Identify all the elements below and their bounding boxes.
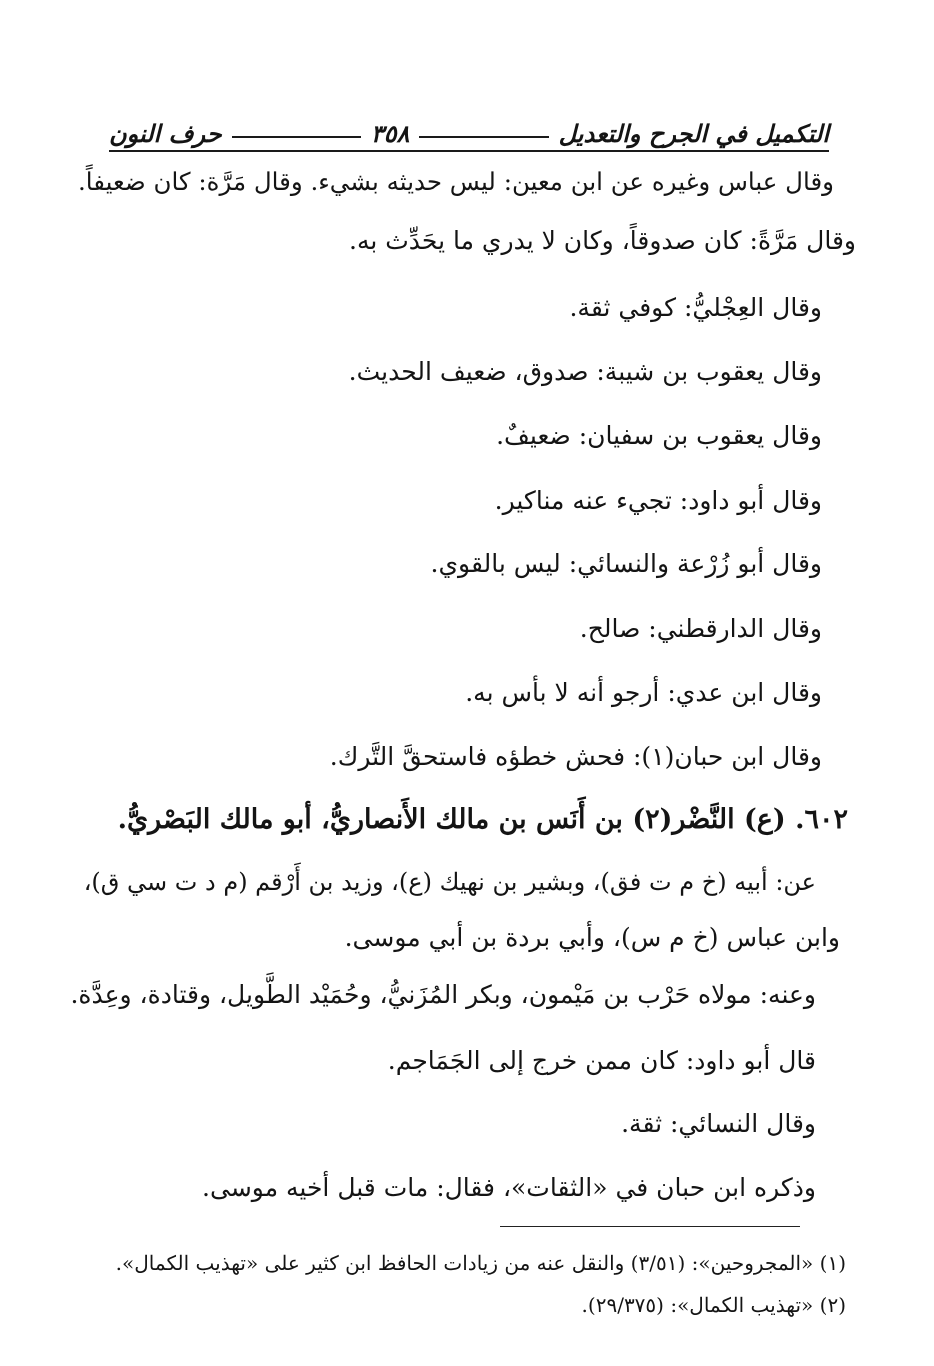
header-book-title: التكميل في الجرح والتعديل <box>558 119 829 148</box>
text-line-7: وقال أبو زُرْعة والنسائي: ليس بالقوي. <box>430 549 822 578</box>
text-line-1: وقال عباس وغيره عن ابن معين: ليس حديثه بشيء. وقال مَرَّة: كان ضعيفاً. <box>78 167 834 196</box>
entry-line-2: وابن عباس (خ م س)، وأبي بردة بن أبي موسى. <box>344 923 840 952</box>
header-dash-right <box>419 136 548 138</box>
entry-line-6: وذكره ابن حبان في «الثقات»، فقال: مات قبل أخيه موسى. <box>202 1173 816 1202</box>
entry-line-3: وعنه: مولاه حَرْب بن مَيْمون، وبكر المُزَنيُّ، وحُمَيْد الطَّويل، وقتادة، وعِدَّة. <box>70 980 816 1009</box>
footnote-1: (١) «المجروحين»: (٣/٥١) والنقل عنه من زيادات الحافظ ابن كثير على «تهذيب الكمال». <box>115 1251 846 1275</box>
entry-heading <box>118 802 848 838</box>
text-line-4: وقال يعقوب بن شيبة: صدوق، ضعيف الحديث. <box>348 357 822 386</box>
entry-title: (ع) النَّضْر(٢) بن أَنَس بن مالك الأَنصاريُّ، أبو مالك البَصْريُّ. <box>117 804 786 835</box>
text-line-9: وقال ابن عدي: أرجو أنه لا بأس به. <box>465 678 822 707</box>
footnote-2: (٢) «تهذيب الكمال»: (٢٩/٣٧٥). <box>581 1293 846 1317</box>
text-line-2: وقال مَرَّةً: كان صدوقاً، وكان لا يدري ما يحَدِّث به. <box>349 226 856 255</box>
text-line-3: وقال العِجْليُّ: كوفي ثقة. <box>569 293 822 322</box>
text-line-10: وقال ابن حبان(١): فحش خطؤه فاستحقَّ التَّرك. <box>329 742 822 771</box>
entry-line-1: عن: أبيه (خ م ت فق)، وبشير بن نهيك (ع)، وزيد بن أَرْقم (م د ت سي ق)، <box>83 868 816 896</box>
header-page-number: ٣٥٨ <box>370 119 410 148</box>
entry-number: ٦٠٢. <box>795 804 848 835</box>
running-header <box>109 100 829 152</box>
text-line-6: وقال أبو داود: تجيء عنه مناكير. <box>494 486 822 515</box>
entry-line-5: وقال النسائي: ثقة. <box>621 1109 816 1138</box>
header-dash-left <box>232 136 361 138</box>
header-chapter: حرف النون <box>108 119 222 148</box>
entry-line-4: قال أبو داود: كان ممن خرج إلى الجَمَاجم. <box>387 1046 816 1075</box>
footnote-separator <box>500 1226 800 1227</box>
text-line-8: وقال الدارقطني: صالح. <box>579 614 822 643</box>
text-line-5: وقال يعقوب بن سفيان: ضعيفٌ. <box>496 421 822 450</box>
